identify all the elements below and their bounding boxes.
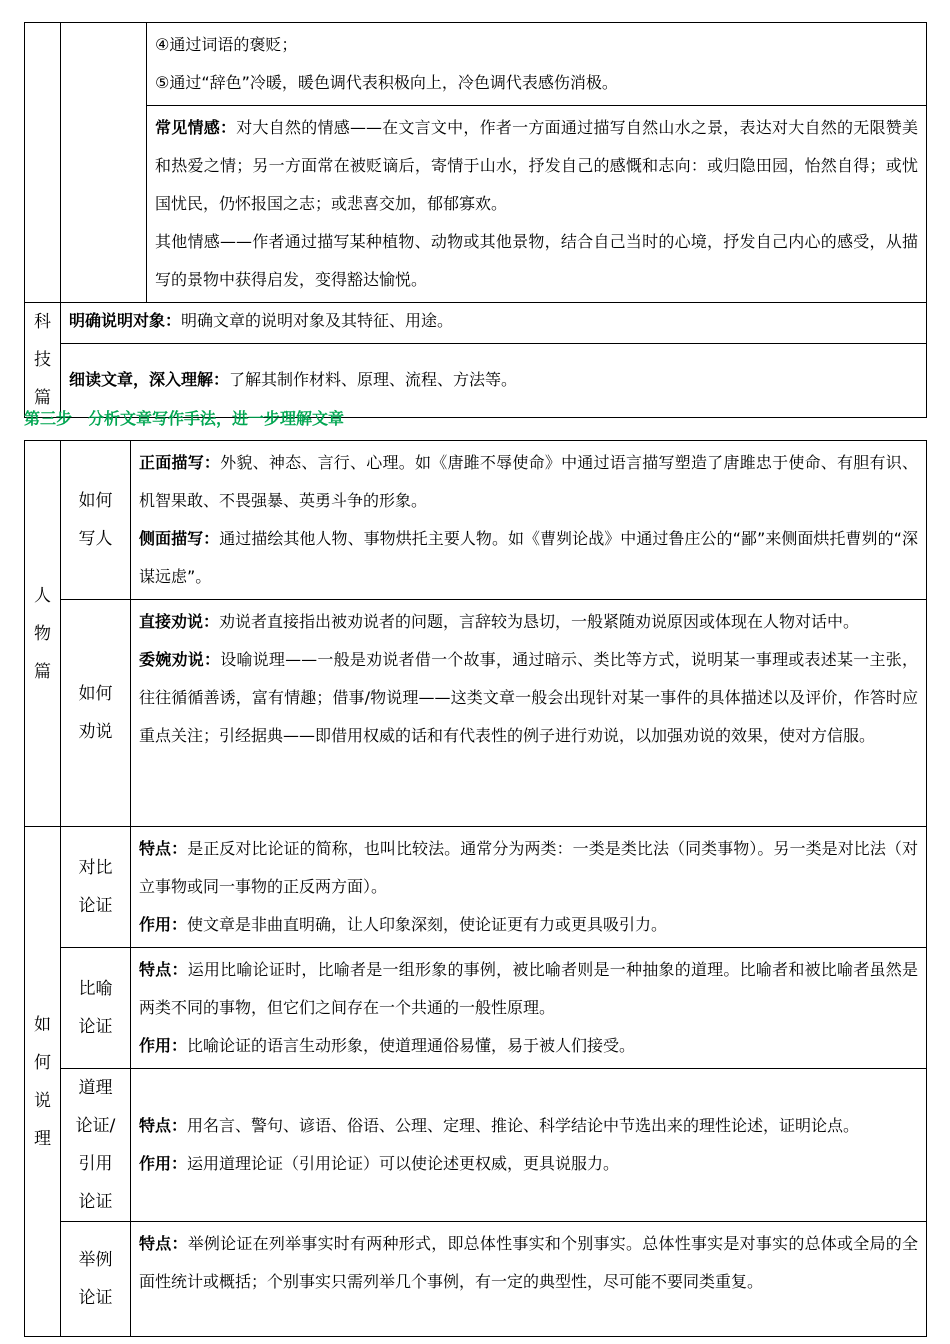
sub-label: 引用 <box>78 1154 113 1174</box>
text: 运用道理论证（引用论证）可以使论述更权威，更具说服力。 <box>187 1154 620 1173</box>
text: 是正反对比论证的简称，也叫比较法。通常分为两类：一类是类比法（同类事物）。另一类是对比法（对立事物或同一事物的正反两方面）。 <box>139 839 918 896</box>
label: 特点： <box>139 1234 188 1253</box>
table-row <box>25 23 927 106</box>
sub-label: 写人 <box>78 529 113 549</box>
paragraph <box>139 1027 918 1065</box>
sub-label: 举例 <box>78 1250 113 1270</box>
xieren-content <box>131 441 927 600</box>
category-char: 物 <box>34 623 51 644</box>
category-char: 篇 <box>34 388 51 408</box>
sub-label: 对比 <box>78 858 113 878</box>
table-row <box>25 1222 927 1337</box>
paragraph <box>139 1107 918 1145</box>
list-item: ④通过词语的褒贬； <box>155 35 298 54</box>
table-row <box>25 827 927 948</box>
label: 正面描写： <box>139 453 221 472</box>
text: 设喻说理——一般是劝说者借一个故事，通过暗示、类比等方式，说明某一事理或表述某一主张，往往循循善诱，富有情趣；借事/物说理——这类文章一般会出现针对某一事件的具体描述以及评价，作答时应重点关注；引经据典——即借用权威的话和有代表性的例子进行劝说，以加强劝说的效果，使对方信服。 <box>139 650 918 745</box>
text: 用名言、警句、谚语、俗语、公理、定理、推论、科学结论中节选出来的理性论述，证明论点。 <box>187 1116 860 1135</box>
paragraph <box>155 109 918 223</box>
label: 细读文章，深入理解： <box>69 370 230 390</box>
sub-label: 论证 <box>78 1288 113 1308</box>
sub-xieren <box>61 441 131 600</box>
text: 举例论证在列举事实时有两种形式，即总体性事实和个别事实。总体性事实是对事实的总体或全局的全面性统计或概括；个别事实只需列举几个事例，有一定的典型性，尽可能不要同类重复。 <box>139 1234 918 1291</box>
text: 对大自然的情感——在文言文中，作者一方面通过描写自然山水之景，表达对大自然的无限赞美和热爱之情；另一方面常在被贬谪后，寄情于山水，抒发自己的感慨和志向：或归隐田园，怡然自得；或忧国忧民，仍怀报国之志；或悲喜交加，郁郁寡欢。 <box>155 118 918 213</box>
paragraph <box>139 906 918 944</box>
text: 劝说者直接指出被劝说者的问题，言辞较为恳切，一般紧随劝说原因或体现在人物对话中。 <box>219 612 860 631</box>
label: 作用： <box>139 915 188 934</box>
label: 明确说明对象： <box>69 311 182 330</box>
label: 特点： <box>139 839 188 858</box>
category-char: 如 <box>34 1014 51 1035</box>
label: 特点： <box>139 960 188 979</box>
sub-label: 道理 <box>78 1078 113 1098</box>
sub-quanshuo <box>61 600 131 827</box>
paragraph <box>139 603 918 641</box>
category-char: 理 <box>34 1128 51 1149</box>
paragraph <box>139 1225 918 1301</box>
sub-label: 论证 <box>78 896 113 916</box>
common-emotion-block <box>147 106 927 303</box>
table-row <box>25 303 927 344</box>
sub-biyu <box>61 948 131 1069</box>
table-row <box>25 106 927 303</box>
category-char: 技 <box>34 350 51 370</box>
text: 外貌、神态、言行、心理。如《唐雎不辱使命》中通过语言描写塑造了唐雎忠于使命、有胆有识、机智果敢、不畏强暴、英勇斗争的形象。 <box>139 453 918 510</box>
rhetoric-block <box>147 23 927 106</box>
text: 了解其制作材料、原理、流程、方法等。 <box>229 370 518 390</box>
paragraph <box>139 951 918 1027</box>
quanshuo-content <box>131 600 927 827</box>
daoli-content <box>131 1069 927 1222</box>
top-table <box>24 22 927 418</box>
text: 明确文章的说明对象及其特征、用途。 <box>181 311 454 330</box>
table-row <box>25 948 927 1069</box>
table-row <box>25 1069 927 1222</box>
category-char: 篇 <box>34 661 51 682</box>
text: 运用比喻论证时，比喻者是一组形象的事例，被比喻者则是一种抽象的道理。比喻者和被比喻者虽然是两类不同的事物，但它们之间存在一个共通的一般性原理。 <box>139 960 918 1017</box>
category-char: 科 <box>34 312 51 332</box>
label: 作用： <box>139 1036 188 1055</box>
duibi-content <box>131 827 927 948</box>
biyu-content <box>131 948 927 1069</box>
sub-label: 论证 <box>78 1192 113 1212</box>
empty-sub-cell <box>61 23 147 303</box>
category-shuoli <box>25 827 61 1337</box>
label: 作用： <box>139 1154 188 1173</box>
sub-label: 论证 <box>78 1017 113 1037</box>
sub-label: 如何 <box>78 684 113 704</box>
sub-juli <box>61 1222 131 1337</box>
sub-label: 比喻 <box>78 979 113 999</box>
label: 特点： <box>139 1116 188 1135</box>
category-renwu <box>25 441 61 827</box>
category-keji <box>25 303 61 418</box>
label: 侧面描写： <box>139 529 220 548</box>
label: 直接劝说： <box>139 612 220 631</box>
text: 通过描绘其他人物、事物烘托主要人物。如《曹刿论战》中通过鲁庄公的“鄙”来侧面烘托曹刿的“深谋远虑”。 <box>139 529 918 586</box>
paragraph <box>139 444 918 520</box>
sub-daoli <box>61 1069 131 1222</box>
paragraph <box>139 641 918 755</box>
table-row <box>25 600 927 827</box>
paragraph <box>69 306 918 336</box>
label: 常见情感： <box>155 118 237 137</box>
sub-duibi <box>61 827 131 948</box>
juli-content <box>131 1222 927 1337</box>
paragraph <box>139 1145 918 1183</box>
bottom-table <box>24 440 927 1337</box>
category-char: 何 <box>34 1052 51 1073</box>
paragraph <box>139 520 918 596</box>
empty-category-cell <box>25 23 61 303</box>
sub-label: 论证/ <box>75 1116 116 1136</box>
step-heading: 第三步 分析文章写作手法，进一步理解文章 <box>24 409 345 428</box>
keji-row-1 <box>61 303 927 344</box>
table-row <box>25 441 927 600</box>
category-char: 人 <box>34 585 51 606</box>
category-char: 说 <box>34 1090 51 1111</box>
text: 比喻论证的语言生动形象，使道理通俗易懂，易于被人们接受。 <box>187 1036 636 1055</box>
paragraph <box>69 361 918 399</box>
text: 使文章是非曲直明确，让人印象深刻，使论证更有力或更具吸引力。 <box>187 915 668 934</box>
list-item: ⑤通过“辞色”冷暖，暖色调代表积极向上，冷色调代表感伤消极。 <box>155 73 618 92</box>
paragraph <box>139 830 918 906</box>
label: 委婉劝说： <box>139 650 221 669</box>
sub-label: 劝说 <box>78 722 113 742</box>
paragraph: 其他情感——作者通过描写某种植物、动物或其他景物，结合自己当时的心境，抒发自己内心的感受，从描写的景物中获得启发，变得豁达愉悦。 <box>155 232 918 289</box>
sub-label: 如何 <box>78 491 113 511</box>
